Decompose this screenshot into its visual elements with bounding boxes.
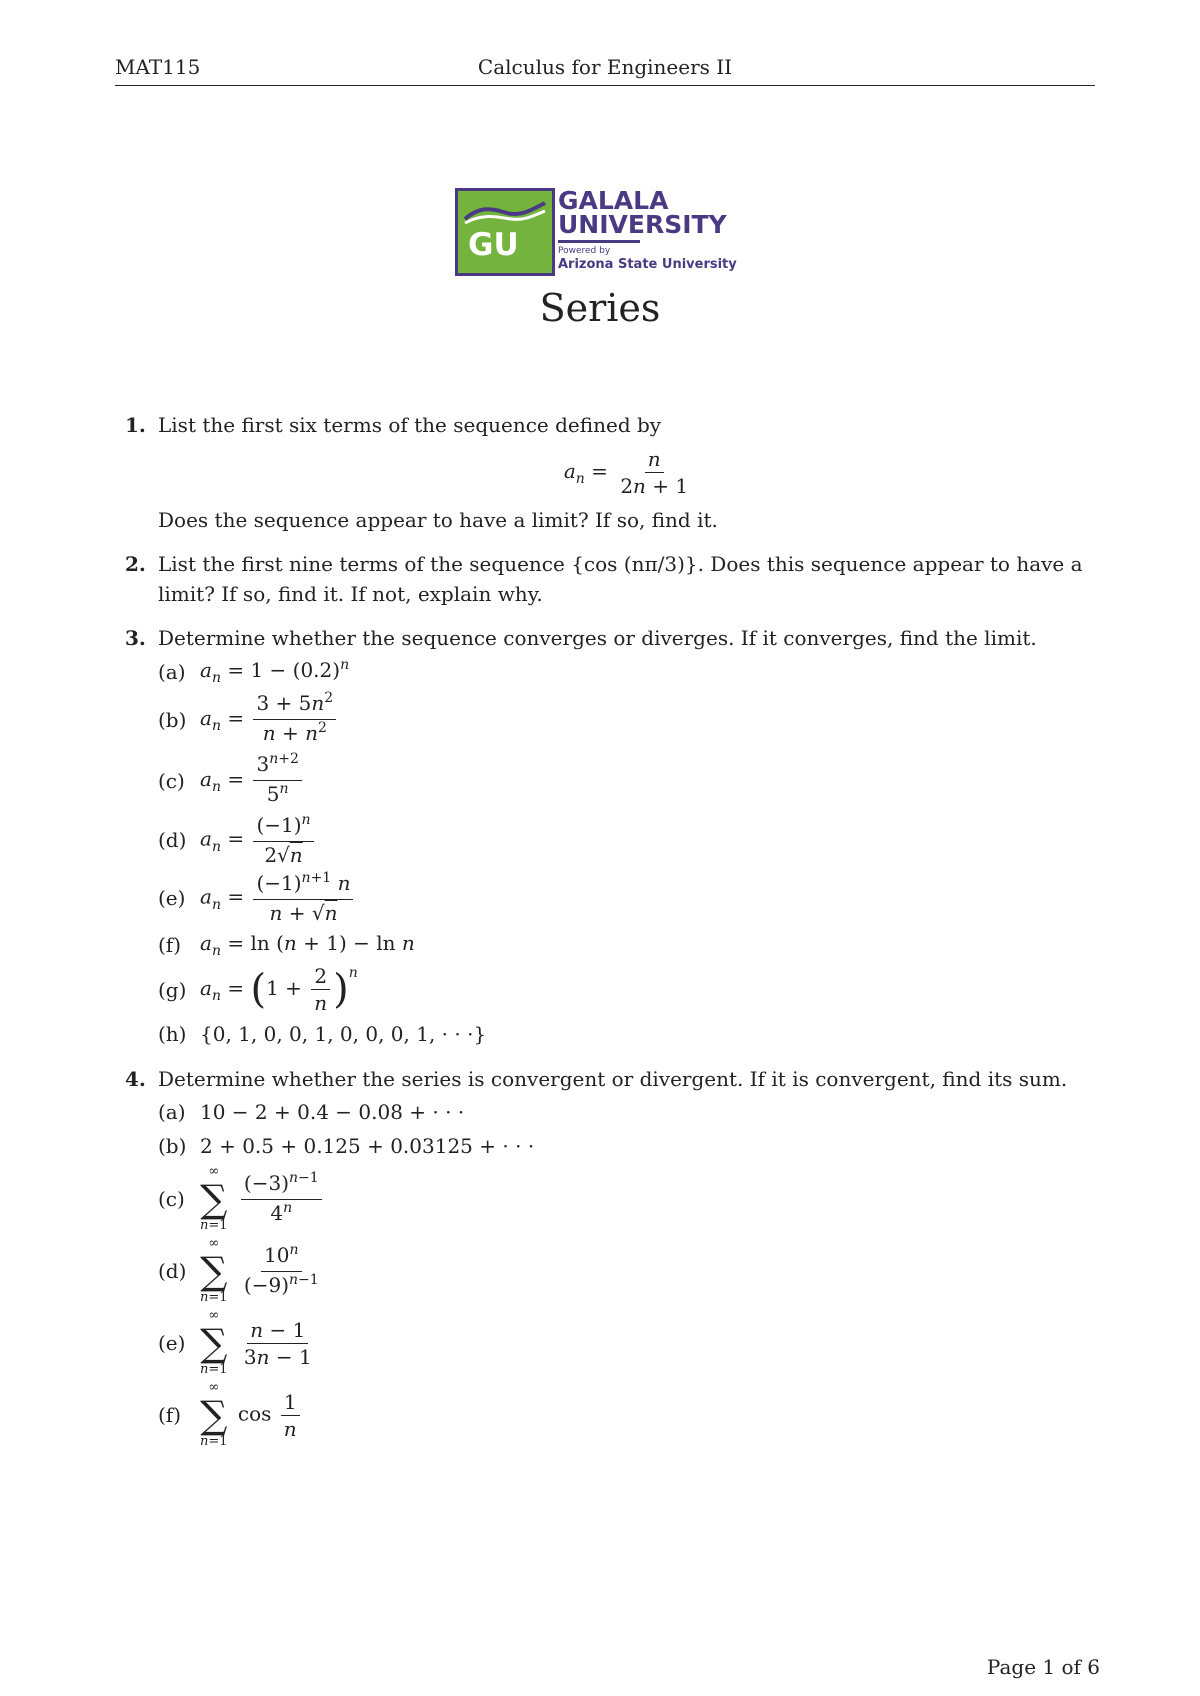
sub-item: (c) ∞ ∑ n=1 $\frac{(-3)n-1}{4n}$ — [158, 1164, 1100, 1234]
sub-item — [158, 1018, 1100, 1050]
problem-followup: Does the sequence appear to have a limit? If so, find it. — [158, 508, 718, 532]
problem-2 — [125, 549, 1100, 609]
problem-number: 3. — [125, 626, 146, 650]
logo-divider — [558, 240, 640, 243]
logo-initials: GU — [468, 227, 519, 263]
logo-powered-by: Powered by — [558, 246, 611, 256]
problem-number: 1. — [125, 413, 146, 437]
sub-item: (e) an = $\frac{(-1)n+1 n}{n + √n}$ — [158, 870, 1100, 926]
sub-item: (e) ∞ ∑ n=1 $\frac{n - 1}{3n - 1}$ — [158, 1308, 312, 1377]
item-label: (e) — [158, 1331, 186, 1355]
logo-mark — [455, 188, 555, 276]
sub-item: (f) an = ln (n + 1) − ln n — [158, 931, 415, 959]
sub-item: (a) an = 1 − (0.2)n — [158, 657, 350, 686]
university-logo — [455, 188, 755, 274]
logo-name-line2: UNIVERSITY — [558, 210, 727, 239]
item-label: (c) — [158, 768, 185, 793]
problem-text: List the first six terms of the sequence defined by — [158, 413, 662, 437]
logo-partner: Arizona State University — [558, 257, 737, 272]
river-icon — [463, 199, 547, 225]
sub-item: (d) ∞ ∑ n=1 $\frac{10n}{(-9)n-1}$ — [158, 1236, 319, 1305]
sub-item: (g) an = (1 + $\frac{2}{n}$ )n — [158, 964, 358, 1015]
item-label: (d) — [158, 1259, 187, 1283]
item-label: (b) — [158, 1134, 187, 1158]
sub-item: (f) ∞ ∑ n=1 cos $\frac{1}{n}$ — [158, 1380, 1100, 1450]
sub-item: (b) an = $\frac{3 + 5n2}{n + n2}$ — [158, 690, 1100, 749]
sub-item: (c) an = $\frac{3n+2}{5n}$ — [158, 751, 1100, 810]
sequence-formula: {0, 1, 0, 0, 1, 0, 0, 0, 1, · · ·} — [200, 1022, 487, 1046]
item-label: (a) — [158, 659, 186, 684]
problem-text — [158, 549, 1100, 609]
sub-item — [158, 1096, 1100, 1128]
problem-3 — [125, 623, 1100, 1050]
sub-item: (d) an = $\frac{(-1)n}{2√n}$ — [158, 812, 1100, 868]
problem-list — [125, 410, 1100, 1464]
item-label: (h) — [158, 1022, 187, 1046]
item-label: (a) — [158, 1100, 186, 1124]
sub-item — [158, 1130, 1100, 1162]
problem-number: 2. — [125, 552, 146, 576]
item-label: (g) — [158, 977, 187, 1002]
sub-item-list — [158, 655, 1100, 1050]
page-title: Series — [539, 286, 661, 330]
item-label: (e) — [158, 886, 186, 910]
problem-text: Determine whether the sequence converges or diverges. If it converges, find the limit. — [158, 626, 1037, 650]
page-header — [115, 55, 1095, 86]
problem-text: Determine whether the series is convergent or divergent. If it is convergent, find its sum. — [158, 1067, 1068, 1091]
item-label: (f) — [158, 932, 182, 957]
problem-4 — [125, 1064, 1100, 1450]
series-formula: 10 − 2 + 0.4 − 0.08 + · · · — [200, 1100, 465, 1124]
series-formula: 2 + 0.5 + 0.125 + 0.03125 + · · · — [200, 1134, 535, 1158]
item-label: (c) — [158, 1187, 185, 1211]
problem-text-part: List the first nine terms of the sequence — [158, 552, 565, 576]
item-label: (b) — [158, 707, 187, 732]
course-code: MAT115 — [115, 55, 201, 79]
sequence-formula: an = $\frac{n}{2n + 1}$ — [563, 447, 689, 498]
page-number: Page 1 of 6 — [986, 1655, 1100, 1679]
item-label: (d) — [158, 828, 187, 852]
logo-name-line1: GALALA — [558, 186, 669, 215]
sequence-formula: {cos (nπ/3)} — [571, 552, 698, 576]
problem-number: 4. — [125, 1067, 146, 1091]
item-label: (f) — [158, 1403, 182, 1427]
problem-1 — [125, 410, 1100, 535]
course-title: Calculus for Engineers II — [477, 55, 733, 79]
sub-item-list — [158, 1096, 1100, 1450]
problem-text-part: . Does this sequence appear to have a limit? If so, find it. If not, explain why. — [158, 552, 1083, 606]
